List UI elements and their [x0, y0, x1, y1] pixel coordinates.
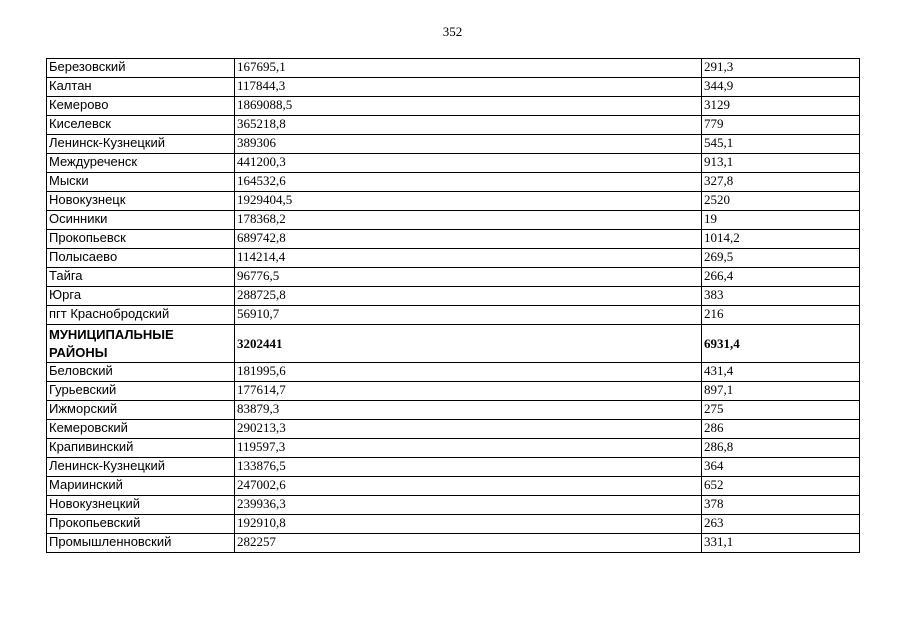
table-row [47, 496, 860, 515]
value1-cell: 689742,8 [235, 230, 702, 249]
table-row [47, 420, 860, 439]
value1-cell: 133876,5 [235, 458, 702, 477]
value2-cell: 652 [702, 477, 860, 496]
region-name-cell: Осинники [47, 211, 235, 230]
value1-cell: 117844,3 [235, 78, 702, 97]
region-name-cell: Юрга [47, 287, 235, 306]
value2-cell: 286,8 [702, 439, 860, 458]
value1-cell: 247002,6 [235, 477, 702, 496]
value2-cell: 331,1 [702, 534, 860, 553]
table-row [47, 306, 860, 325]
value1-cell: 441200,3 [235, 154, 702, 173]
value2-cell: 275 [702, 401, 860, 420]
value2-cell: 263 [702, 515, 860, 534]
table-row [47, 59, 860, 78]
table-row [47, 477, 860, 496]
table-row [47, 154, 860, 173]
table-row [47, 439, 860, 458]
table-row [47, 287, 860, 306]
table-row [47, 211, 860, 230]
table-row [47, 135, 860, 154]
value2-cell: 545,1 [702, 135, 860, 154]
region-name-cell: Ижморский [47, 401, 235, 420]
value1-cell: 1869088,5 [235, 97, 702, 116]
table-row [47, 401, 860, 420]
value2-cell: 19 [702, 211, 860, 230]
value2-cell: 286 [702, 420, 860, 439]
region-name-cell: Крапивинский [47, 439, 235, 458]
value1-cell: 164532,6 [235, 173, 702, 192]
region-name-cell: МУНИЦИПАЛЬНЫЕ РАЙОНЫ [47, 325, 235, 363]
region-name-cell: Прокопьевский [47, 515, 235, 534]
region-name-cell: Гурьевский [47, 382, 235, 401]
region-name-cell: Мыски [47, 173, 235, 192]
table-body [47, 59, 860, 553]
value2-cell: 2520 [702, 192, 860, 211]
data-table [46, 58, 860, 553]
value1-cell: 96776,5 [235, 268, 702, 287]
table-row [47, 458, 860, 477]
region-name-cell: Березовский [47, 59, 235, 78]
value2-cell: 6931,4 [702, 325, 860, 363]
region-name-cell: Промышленновский [47, 534, 235, 553]
region-name-cell: Киселевск [47, 116, 235, 135]
region-name-cell: Новокузнецкий [47, 496, 235, 515]
region-name-cell: Ленинск-Кузнецкий [47, 135, 235, 154]
value2-cell: 897,1 [702, 382, 860, 401]
value1-cell: 114214,4 [235, 249, 702, 268]
value2-cell: 266,4 [702, 268, 860, 287]
value1-cell: 282257 [235, 534, 702, 553]
value1-cell: 288725,8 [235, 287, 702, 306]
region-name-cell: Калтан [47, 78, 235, 97]
region-name-cell: Тайга [47, 268, 235, 287]
value2-cell: 269,5 [702, 249, 860, 268]
value2-cell: 3129 [702, 97, 860, 116]
value2-cell: 344,9 [702, 78, 860, 97]
table-row [47, 97, 860, 116]
region-name-cell: Мариинский [47, 477, 235, 496]
region-name-cell: Ленинск-Кузнецкий [47, 458, 235, 477]
value2-cell: 327,8 [702, 173, 860, 192]
table-row [47, 116, 860, 135]
table-row [47, 249, 860, 268]
value1-cell: 192910,8 [235, 515, 702, 534]
value2-cell: 364 [702, 458, 860, 477]
value1-cell: 389306 [235, 135, 702, 154]
value2-cell: 1014,2 [702, 230, 860, 249]
region-name-cell: пгт Краснобродский [47, 306, 235, 325]
region-name-cell: Кемерово [47, 97, 235, 116]
table-row [47, 363, 860, 382]
value2-cell: 913,1 [702, 154, 860, 173]
region-name-cell: Новокузнецк [47, 192, 235, 211]
region-name-cell: Кемеровский [47, 420, 235, 439]
table-row [47, 192, 860, 211]
value1-cell: 56910,7 [235, 306, 702, 325]
region-name-cell: Полысаево [47, 249, 235, 268]
region-name-cell: Прокопьевск [47, 230, 235, 249]
table-row [47, 173, 860, 192]
value2-cell: 378 [702, 496, 860, 515]
page-number: 352 [442, 24, 463, 39]
value2-cell: 431,4 [702, 363, 860, 382]
table-row [47, 515, 860, 534]
table-row [47, 230, 860, 249]
value1-cell: 119597,3 [235, 439, 702, 458]
value1-cell: 177614,7 [235, 382, 702, 401]
value1-cell: 83879,3 [235, 401, 702, 420]
table-row [47, 534, 860, 553]
value1-cell: 181995,6 [235, 363, 702, 382]
value1-cell: 365218,8 [235, 116, 702, 135]
region-name-cell: Беловский [47, 363, 235, 382]
region-name-cell: Междуреченск [47, 154, 235, 173]
value2-cell: 291,3 [702, 59, 860, 78]
value1-cell: 178368,2 [235, 211, 702, 230]
section-row [47, 325, 860, 363]
value1-cell: 3202441 [235, 325, 702, 363]
table-row [47, 78, 860, 97]
value2-cell: 383 [702, 287, 860, 306]
value1-cell: 290213,3 [235, 420, 702, 439]
table-row [47, 382, 860, 401]
value2-cell: 216 [702, 306, 860, 325]
value1-cell: 167695,1 [235, 59, 702, 78]
value2-cell: 779 [702, 116, 860, 135]
value1-cell: 1929404,5 [235, 192, 702, 211]
value1-cell: 239936,3 [235, 496, 702, 515]
table-row [47, 268, 860, 287]
